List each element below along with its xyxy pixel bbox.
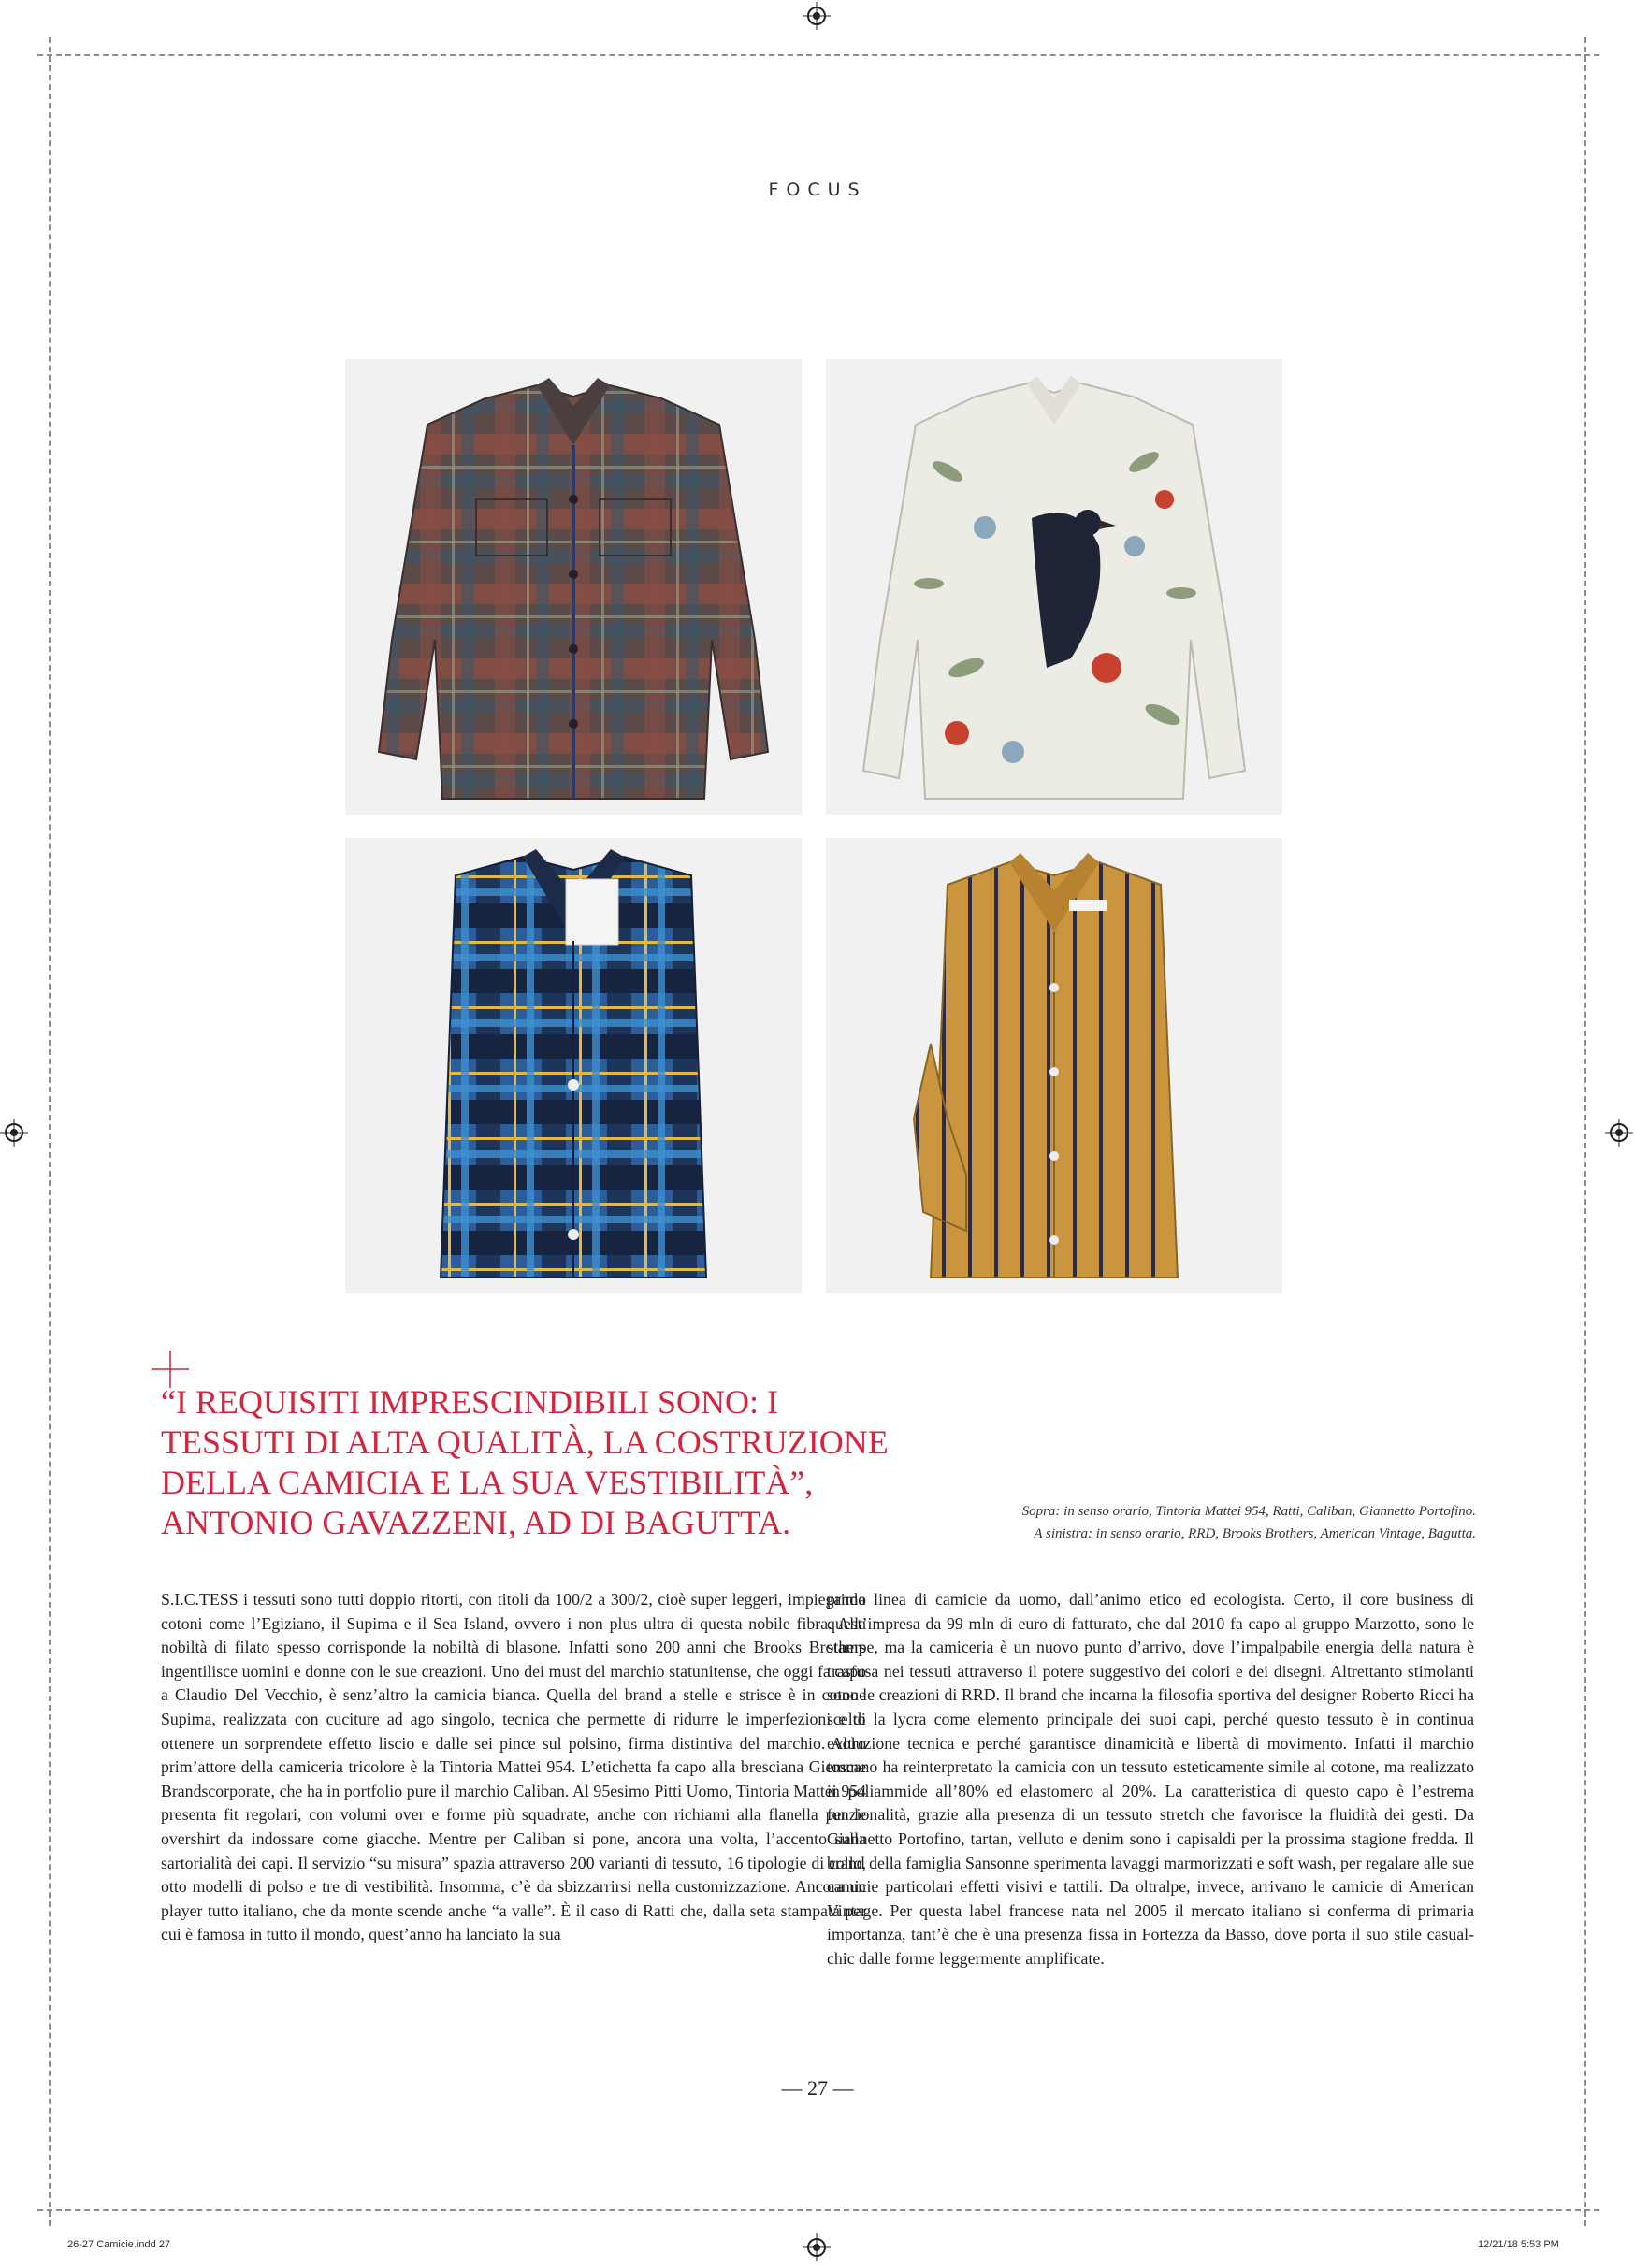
- photo-blue-tartan-shirt: [345, 838, 802, 1293]
- article-column-left: [161, 1588, 866, 1947]
- trim-line-bottom: [37, 2209, 1599, 2211]
- trim-line-left: [49, 37, 51, 2226]
- registration-mark-bottom-icon: [803, 2233, 831, 2261]
- article-column-right: [827, 1588, 1474, 1972]
- photo-caption: [870, 1500, 1476, 1545]
- photo-caption-line-2: A sinistra: in senso orario, RRD, Brooks Brothers, American Vintage, Bagutta.: [1034, 1526, 1476, 1541]
- registration-mark-top-icon: [803, 2, 831, 30]
- date-slug: 12/21/18 5:53 PM: [1478, 2239, 1559, 2250]
- plaid-overshirt-illustration: [345, 359, 802, 815]
- photo-caption-line-1: Sopra: in senso orario, Tintoria Mattei 954, Ratti, Caliban, Giannetto Portofino.: [1021, 1504, 1476, 1519]
- photo-floral-crow-shirt: [826, 359, 1282, 815]
- blue-tartan-shirt-illustration: [345, 838, 802, 1293]
- section-label: FOCUS: [768, 180, 867, 200]
- striped-ochre-shirt-illustration: [826, 838, 1282, 1293]
- photo-striped-ochre-shirt: [826, 838, 1282, 1293]
- photo-plaid-overshirt: [345, 359, 802, 815]
- floral-crow-shirt-illustration: [826, 359, 1282, 815]
- registration-mark-right-icon: [1605, 1119, 1633, 1147]
- pull-quote: “I REQUISITI IMPRESCINDIBILI SONO: I TESSUTI DI ALTA QUALITÀ, LA COSTRUZIONE DELLA CAMICIA E LA SUA VESTIBILITÀ”, ANTONIO GAVAZZENI, AD DI BAGUTTA.: [161, 1383, 889, 1541]
- file-slug: 26-27 Camicie.indd 27: [67, 2239, 171, 2250]
- registration-mark-left-icon: [0, 1119, 28, 1147]
- article-paragraph: prima linea di camicie da uomo, dall’animo etico ed ecologista. Certo, il core business di quest’impresa da 99 mln di euro di fatturato, che dal 2010 fa capo al gruppo Marzotto, sono le stampe, ma la camiceria è un nuovo punto d’arrivo, dove l’impalpabile energia della natura è trasfusa nei tessuti attraverso il potere suggestivo dei colori e dei disegni. Altrettanto stimolanti sono le creazioni di RRD. Il brand che incarna la filosofia sportiva del designer Roberto Ricci ha scelto la lycra come elemento principale dei suoi capi, perché questo tessuto è in continua evoluzione tecnica e perché garantisce dinamicità e libertà di movimento. Infatti il marchio toscano ha reinterpretato la camicia con un tessuto esteticamente simile al cotone, ma realizzato in poliammide all’80% ed elastomero al 20%. La caratteristica di questo capo è l’estrema funzionalità, grazie alla presenza di un tessuto stretch che favorisce la fluidità dei gesti. Da Giannetto Portofino, tartan, velluto e denim sono i capisaldi per la prossima stagione fredda. Il brand della famiglia Sansonne sperimenta lavaggi marmorizzati e soft wash, per regalare alle sue camicie particolari effetti visivi e tattili. Da oltralpe, invece, arrivano le camicie di American Vintage. Per questa label francese nata nel 2005 il mercato italiano si conferma di primaria importanza, tant’è che è una presenza fissa in Fortezza da Basso, dove porta il suo stile casual-chic dalle forme leggermente amplificate.: [827, 1590, 1474, 1968]
- article-paragraph: S.I.C.TESS i tessuti sono tutti doppio ritorti, con titoli da 100/2 a 300/2, cioè super leggeri, impiegando cotoni come l’Egiziano, il Supima e il Sea Island, ovvero i non plus ultra di questa nobile fibra. Alla nobiltà di filato spesso corrisponde la nobiltà di blasone. Infatti sono 200 anni che Brooks Brothers ingentilisce uomini e donne con le sue creazioni. Uno dei must del marchio statunitense, che oggi fa capo a Claudio Del Vecchio, è senz’altro la camicia bianca. Quella del brand a stelle e strisce è in cotone Supima, realizzata con cuciture ad ago singolo, tecnica che permette di ridurre le imperfezioni e di ottenere un sorprendete effetto liscio e dalle sei pince sul polsino, firma distintiva del marchio. Altro prim’attore della camiceria tricolore è la Tintoria Mattei 954. L’etichetta fa capo alla bresciana Giemme Brandscorporate, che ha in portfolio pure il marchio Caliban. Al 95esimo Pitti Uomo, Tintoria Mattei 954 presenta fit regolari, con volumi over e forme più squadrate, anche con richiami alla flanella per le overshirt da indossare come giacche. Mentre per Caliban si pone, ancora una volta, l’accento sulla sartorialità dei capi. Il servizio “su misura” spazia attraverso 200 varianti di tessuto, 16 tipologie di collo, otto modelli di polso e tre di vestibilità. Insomma, c’è da sbizzarrirsi nella customizzazione. Ancora un player tutto italiano, che da monte scende anche “a valle”. È il caso di Ratti che, dalla seta stampata per cui è famosa in tutto il mondo, quest’anno ha lanciato la sua: [161, 1590, 866, 1944]
- trim-line-right: [1584, 37, 1586, 2226]
- trim-line-top: [37, 54, 1599, 56]
- page-number: — 27 —: [781, 2076, 854, 2100]
